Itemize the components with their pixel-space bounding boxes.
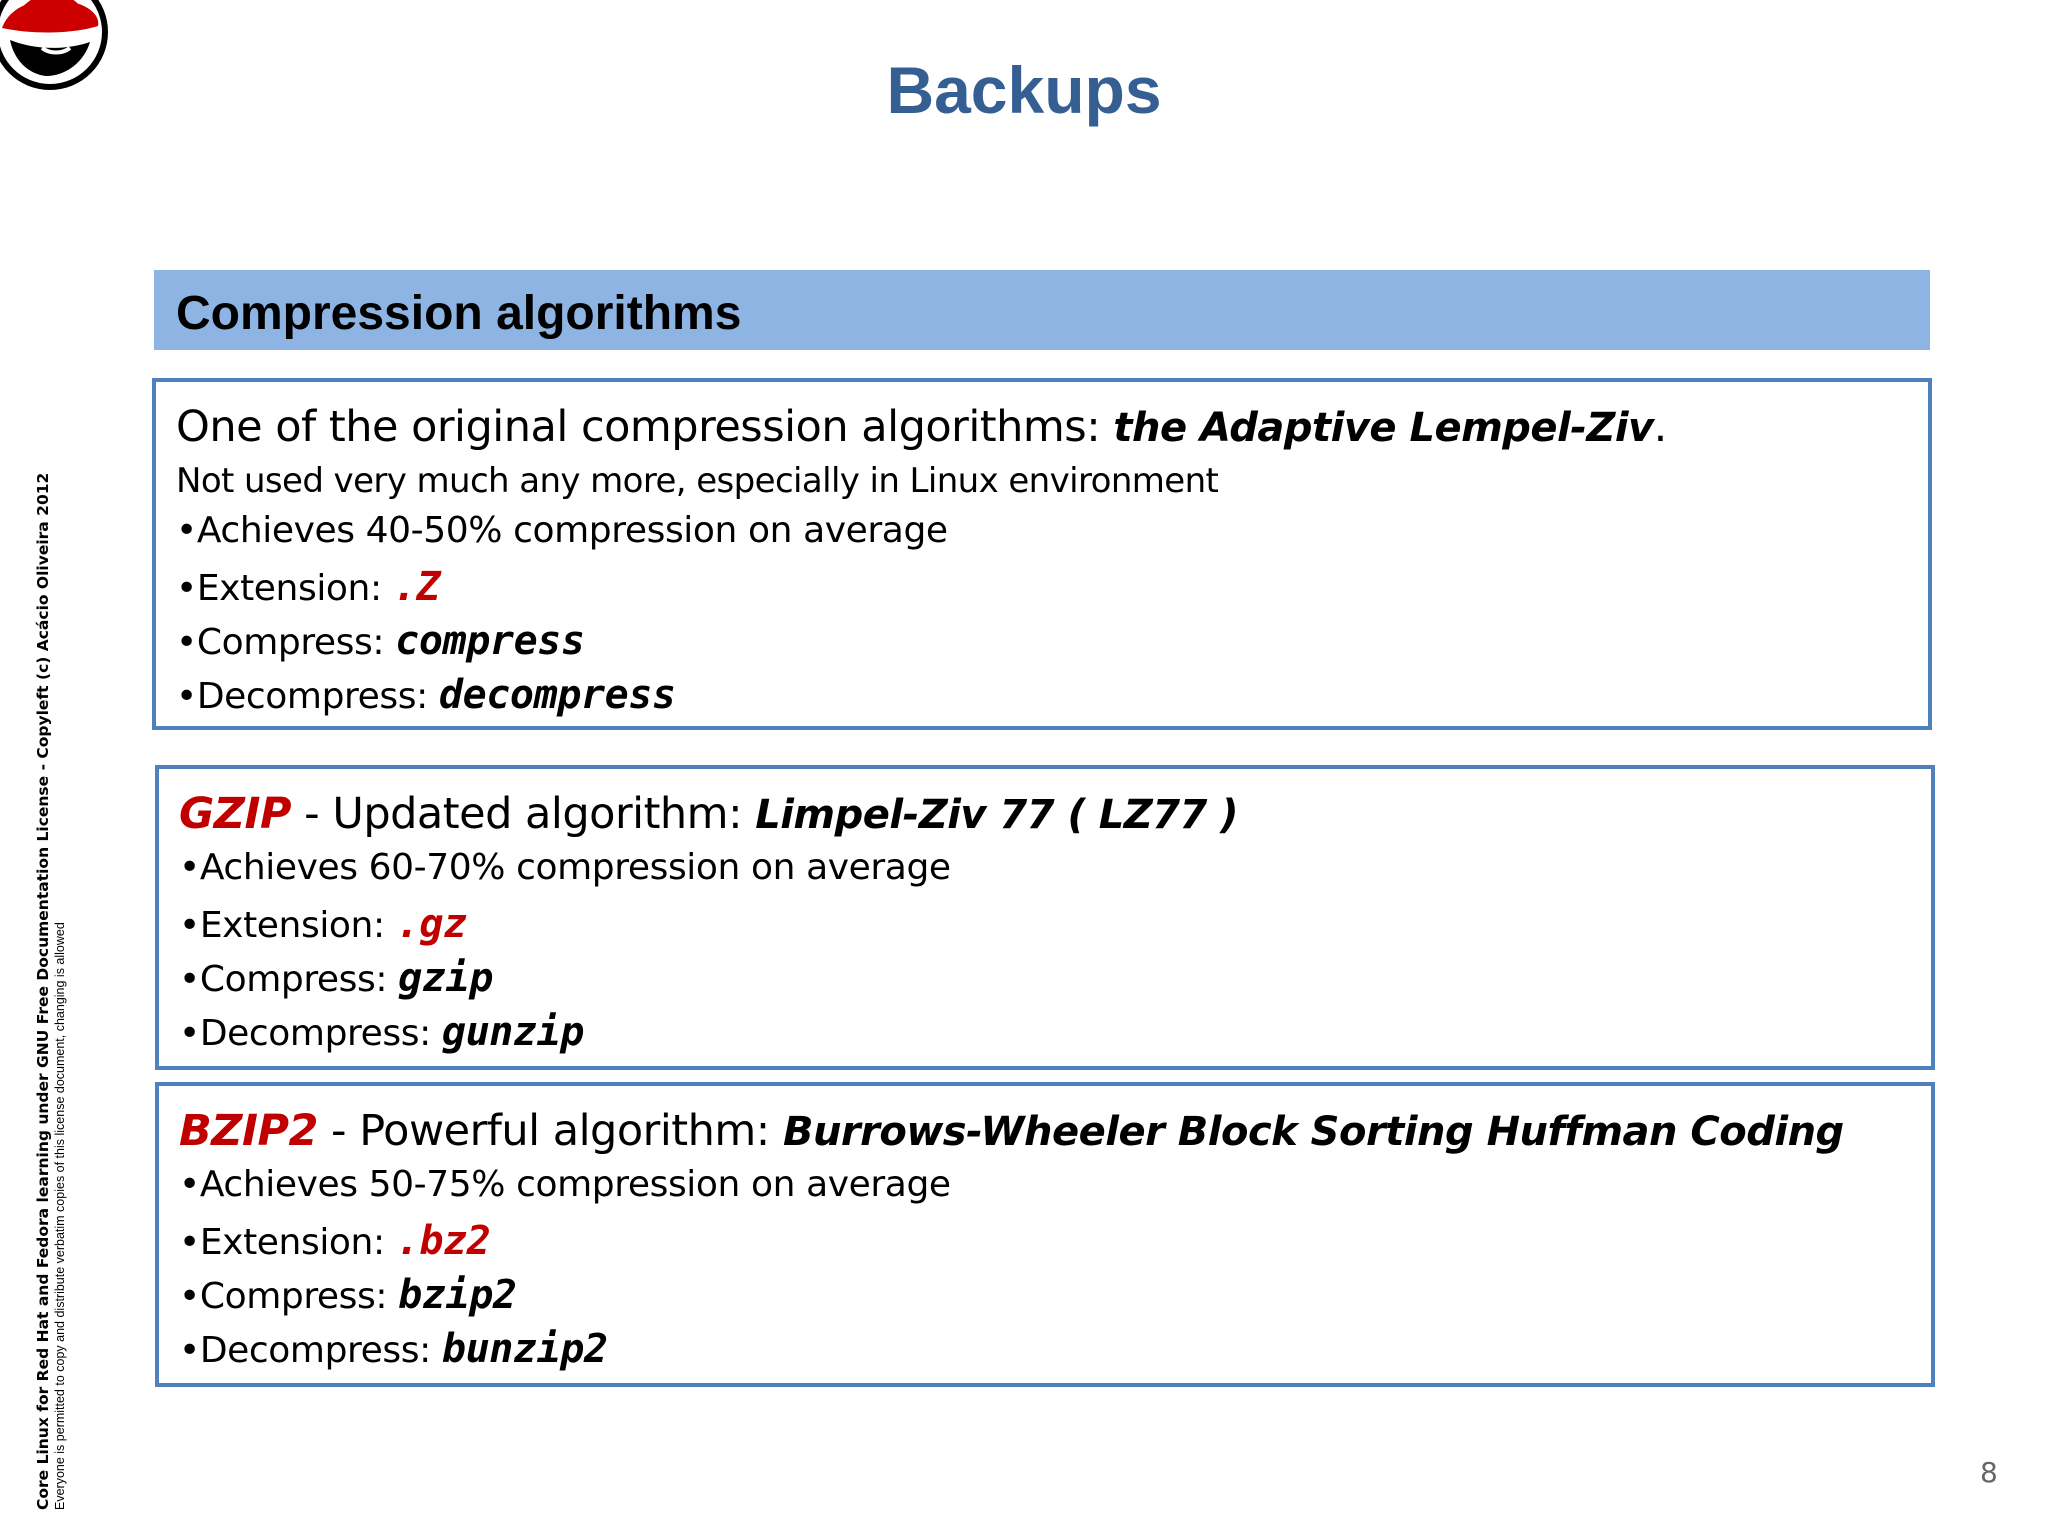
box1-decompress: [176, 672, 676, 718]
box3-ext-label: •Extension:: [179, 1222, 396, 1263]
box1-lead-emph: the Adaptive Lempel-Ziv: [1113, 405, 1654, 451]
box2-ext-label: •Extension:: [179, 905, 396, 946]
box3-decompress: [179, 1326, 608, 1372]
box3-achieves: •Achieves 50-75% compression on average: [179, 1164, 951, 1205]
section-header-label: Compression algorithms: [176, 287, 742, 340]
box3-heading: [179, 1106, 1844, 1156]
box1-ext-label: •Extension:: [176, 568, 393, 609]
box1-note: Not used very much any more, especially in Linux environment: [176, 461, 1219, 501]
box2-extension: [179, 901, 467, 947]
box3-algo-name: BZIP2: [179, 1106, 318, 1156]
box3-compress-cmd: bzip2: [398, 1272, 517, 1318]
box2-decompress-cmd: gunzip: [441, 1009, 584, 1055]
box1-compress-cmd: compress: [395, 618, 585, 664]
box1-compress: [176, 618, 585, 664]
box1-lead-end: .: [1653, 402, 1667, 452]
box1-compress-label: •Compress:: [176, 622, 396, 663]
box2-ext-value: .gz: [395, 901, 467, 947]
box2-achieves: •Achieves 60-70% compression on average: [179, 847, 951, 888]
box3-lead-emph: Burrows-Wheeler Block Sorting Huffman Coding: [782, 1109, 1844, 1155]
compress-algorithm-box: [152, 378, 1932, 730]
box1-decompress-label: •Decompress:: [176, 676, 439, 717]
box1-achieves: •Achieves 40-50% compression on average: [176, 510, 948, 551]
box2-compress-label: •Compress:: [179, 959, 399, 1000]
box2-decompress: [179, 1009, 584, 1055]
box2-lead: - Updated algorithm:: [291, 789, 756, 839]
box3-compress: [179, 1272, 517, 1318]
box3-compress-label: •Compress:: [179, 1276, 399, 1317]
box1-ext-value: .Z: [392, 564, 441, 610]
box3-decompress-label: •Decompress:: [179, 1330, 442, 1371]
box2-compress: [179, 955, 493, 1001]
box1-extension: [176, 564, 440, 610]
license-line-1: Core Linux for Red Hat and Fedora learning under GNU Free Documentation License - Copyleft (c) Acácio Oliveira 2012: [34, 472, 52, 1510]
box2-compress-cmd: gzip: [398, 955, 493, 1001]
box1-heading: [176, 402, 1667, 452]
box3-decompress-cmd: bunzip2: [441, 1326, 608, 1372]
section-header: [154, 270, 1930, 350]
license-line-2: Everyone is permitted to copy and distribute verbatim copies of this license document, changing is allowed: [53, 922, 67, 1510]
box3-lead: - Powerful algorithm:: [317, 1106, 783, 1156]
box3-extension: [179, 1218, 490, 1264]
box1-lead: One of the original compression algorithms:: [176, 402, 1114, 452]
box2-decompress-label: •Decompress:: [179, 1013, 442, 1054]
slide-title: Backups: [886, 53, 1162, 127]
bzip2-algorithm-box: [155, 1082, 1935, 1387]
gzip-algorithm-box: [155, 765, 1935, 1070]
box2-algo-name: GZIP: [179, 789, 291, 839]
box3-ext-value: .bz2: [395, 1218, 491, 1264]
page-number: 8: [1980, 1456, 1998, 1489]
box2-lead-emph: Limpel-Ziv 77 ( LZ77 ): [755, 792, 1239, 838]
box2-heading: [179, 789, 1238, 839]
box1-decompress-cmd: decompress: [438, 672, 676, 718]
